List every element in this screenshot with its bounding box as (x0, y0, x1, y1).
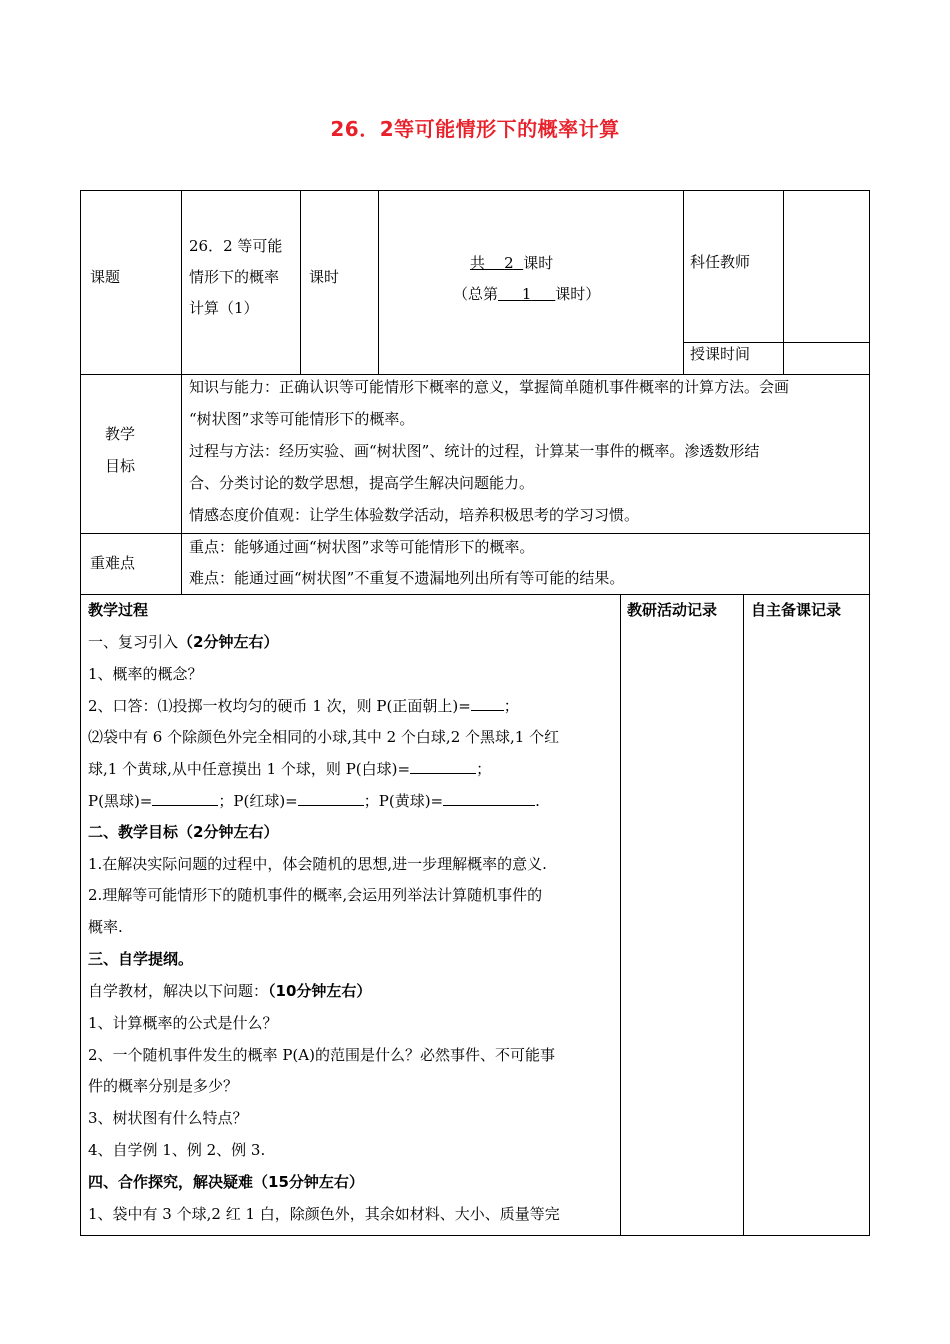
teacher-label: 科任教师 (690, 253, 751, 271)
section-3-title: 三、自学提纲。 (88, 950, 194, 968)
research-record-header: 教研活动记录 (627, 601, 718, 619)
hours-label: 课时 (309, 268, 340, 286)
total-hours: 共 2 课时 (470, 254, 554, 272)
section-1-title: 一、复习引入（2分钟左右） (88, 633, 279, 651)
answer-blank (410, 758, 476, 774)
goals-label-1: 教学 (105, 425, 136, 443)
keypoints-label: 重难点 (90, 554, 136, 572)
answer-blank (152, 790, 218, 806)
time-label: 授课时间 (690, 345, 751, 363)
answer-blank (471, 695, 504, 711)
process-header: 教学过程 (88, 601, 149, 619)
answer-blank (443, 790, 535, 806)
answer-blank (298, 790, 364, 806)
goals-label-2: 目标 (105, 457, 136, 475)
document-title: 26．2等可能情形下的概率计算 (330, 117, 620, 141)
subject-label: 课题 (90, 268, 121, 286)
section-4-title: 四、合作探究，解决疑难（15分钟左右） (88, 1173, 364, 1191)
self-prep-header: 自主备课记录 (751, 601, 842, 619)
lesson-sequence: （总第 1 课时） (453, 285, 601, 303)
section-2-title: 二、教学目标（2分钟左右） (88, 823, 279, 841)
